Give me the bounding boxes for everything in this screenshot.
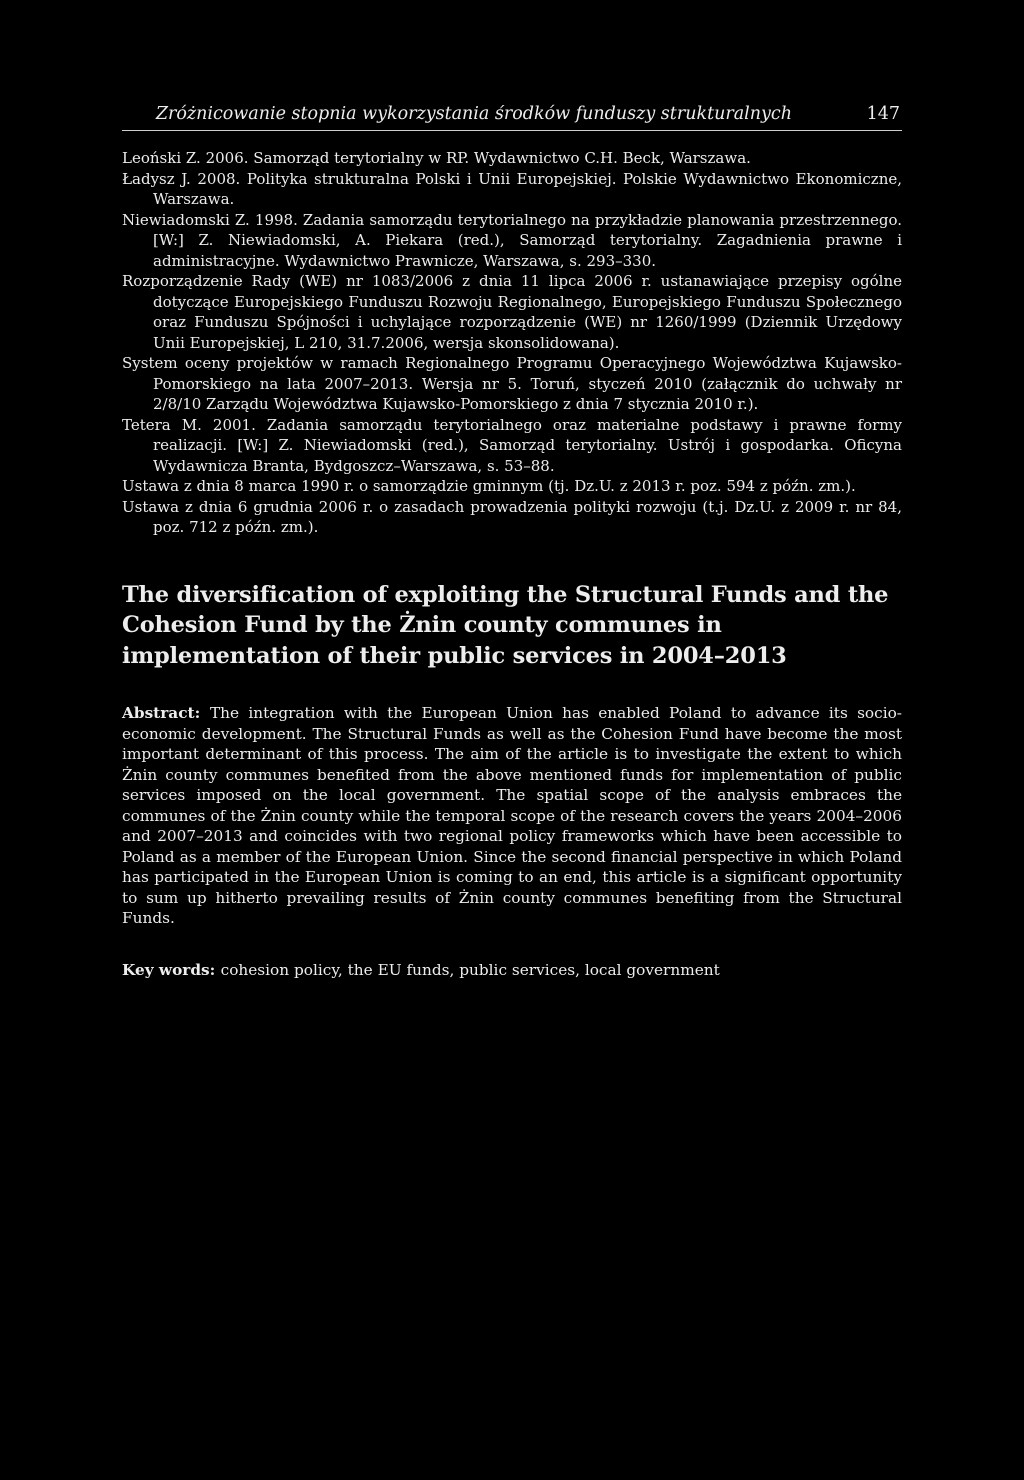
reference-item: Ustawa z dnia 6 grudnia 2006 r. o zasadach prowadzenia polityki rozwoju (t.j. Dz.U. z 2009 r. nr 84, poz. 712 z późn. zm.). — [122, 497, 902, 536]
keywords — [122, 960, 902, 981]
page — [122, 100, 902, 980]
reference-list — [122, 148, 902, 538]
reference-item: Leoński Z. 2006. Samorząd terytorialny w RP. Wydawnictwo C.H. Beck, Warszawa. — [122, 149, 751, 167]
reference-item: System oceny projektów w ramach Regionalnego Programu Operacyjnego Województwa Kujawsko-Pomorskiego na lata 2007–2013. Wersja nr 5. Toruń, styczeń 2010 (załącznik do uchwały nr 2/8/10 Zarządu Województwa Kujawsko-Pomorskiego z dnia 7 stycznia 2010 r.). — [122, 354, 902, 413]
article-title: The diversification of exploiting the Structural Funds and the Cohesion Fund by the Żnin county communes in implementation of their public services in 2004–2013 — [122, 581, 889, 669]
abstract-text: The integration with the European Union has enabled Poland to advance its socio-economic development. The Structural Funds as well as the Cohesion Fund have become the most important determinant of this process. The aim of the article is to investigate the extent to which Żnin county communes benefited from the above mentioned funds for implementation of public services imposed on the local government. The spatial scope of the analysis embraces the communes of the Żnin county while the temporal scope of the research covers the years 2004–2006 and 2007–2013 and coincides with two regional policy frameworks which have been accessible to Poland as a member of the European Union. Since the second financial perspective in which Poland has participated in the European Union is coming to an end, this article is a significant opportunity to sum up hitherto prevailing results of Żnin county communes benefiting from the Structural Funds. — [122, 704, 902, 927]
reference-item: Tetera M. 2001. Zadania samorządu terytorialnego oraz materialne podstawy i prawne formy realizacji. [W:] Z. Niewiadomski (red.), Samorząd terytorialny. Ustrój i gospodarka. Oficyna Wydawnicza Branta, Bydgoszcz–Warszawa, s. 53–88. — [122, 415, 902, 475]
running-header — [122, 100, 902, 131]
reference-item: Rozporządzenie Rady (WE) nr 1083/2006 z dnia 11 lipca 2006 r. ustanawiające przepisy ogólne dotyczące Europejskiego Funduszu Rozwoju Regionalnego, Europejskiego Funduszu Społecznego oraz Funduszu Spójności i uchylające rozporządzenie (WE) nr 1260/1999 (Dziennik Urzędowy Unii Europejskiej, L 210, 31.7.2006, wersja skonsolidowana). — [122, 272, 902, 352]
abstract-label: Abstract: — [122, 704, 210, 722]
reference-item: Ładysz J. 2008. Polityka strukturalna Polski i Unii Europejskiej. Polskie Wydawnictwo Ekonomiczne, Warszawa. — [122, 169, 902, 208]
abstract — [122, 703, 902, 929]
reference-item: Niewiadomski Z. 1998. Zadania samorządu terytorialnego na przykładzie planowania przestrzennego. [W:] Z. Niewiadomski, A. Piekara (red.), Samorząd terytorialny. Zagadnienia prawne i administracyjne. Wydawnictwo Prawnicze, Warszawa, s. 293–330. — [122, 210, 902, 270]
running-title: Zróżnicowanie stopnia wykorzystania środków funduszy strukturalnych — [155, 104, 792, 124]
keywords-text: cohesion policy, the EU funds, public services, local government — [220, 960, 720, 979]
page-number: 147 — [866, 104, 900, 124]
reference-item: Ustawa z dnia 8 marca 1990 r. o samorządzie gminnym (tj. Dz.U. z 2013 r. poz. 594 z późn. zm.). — [122, 477, 856, 495]
keywords-label: Key words: — [122, 960, 221, 979]
